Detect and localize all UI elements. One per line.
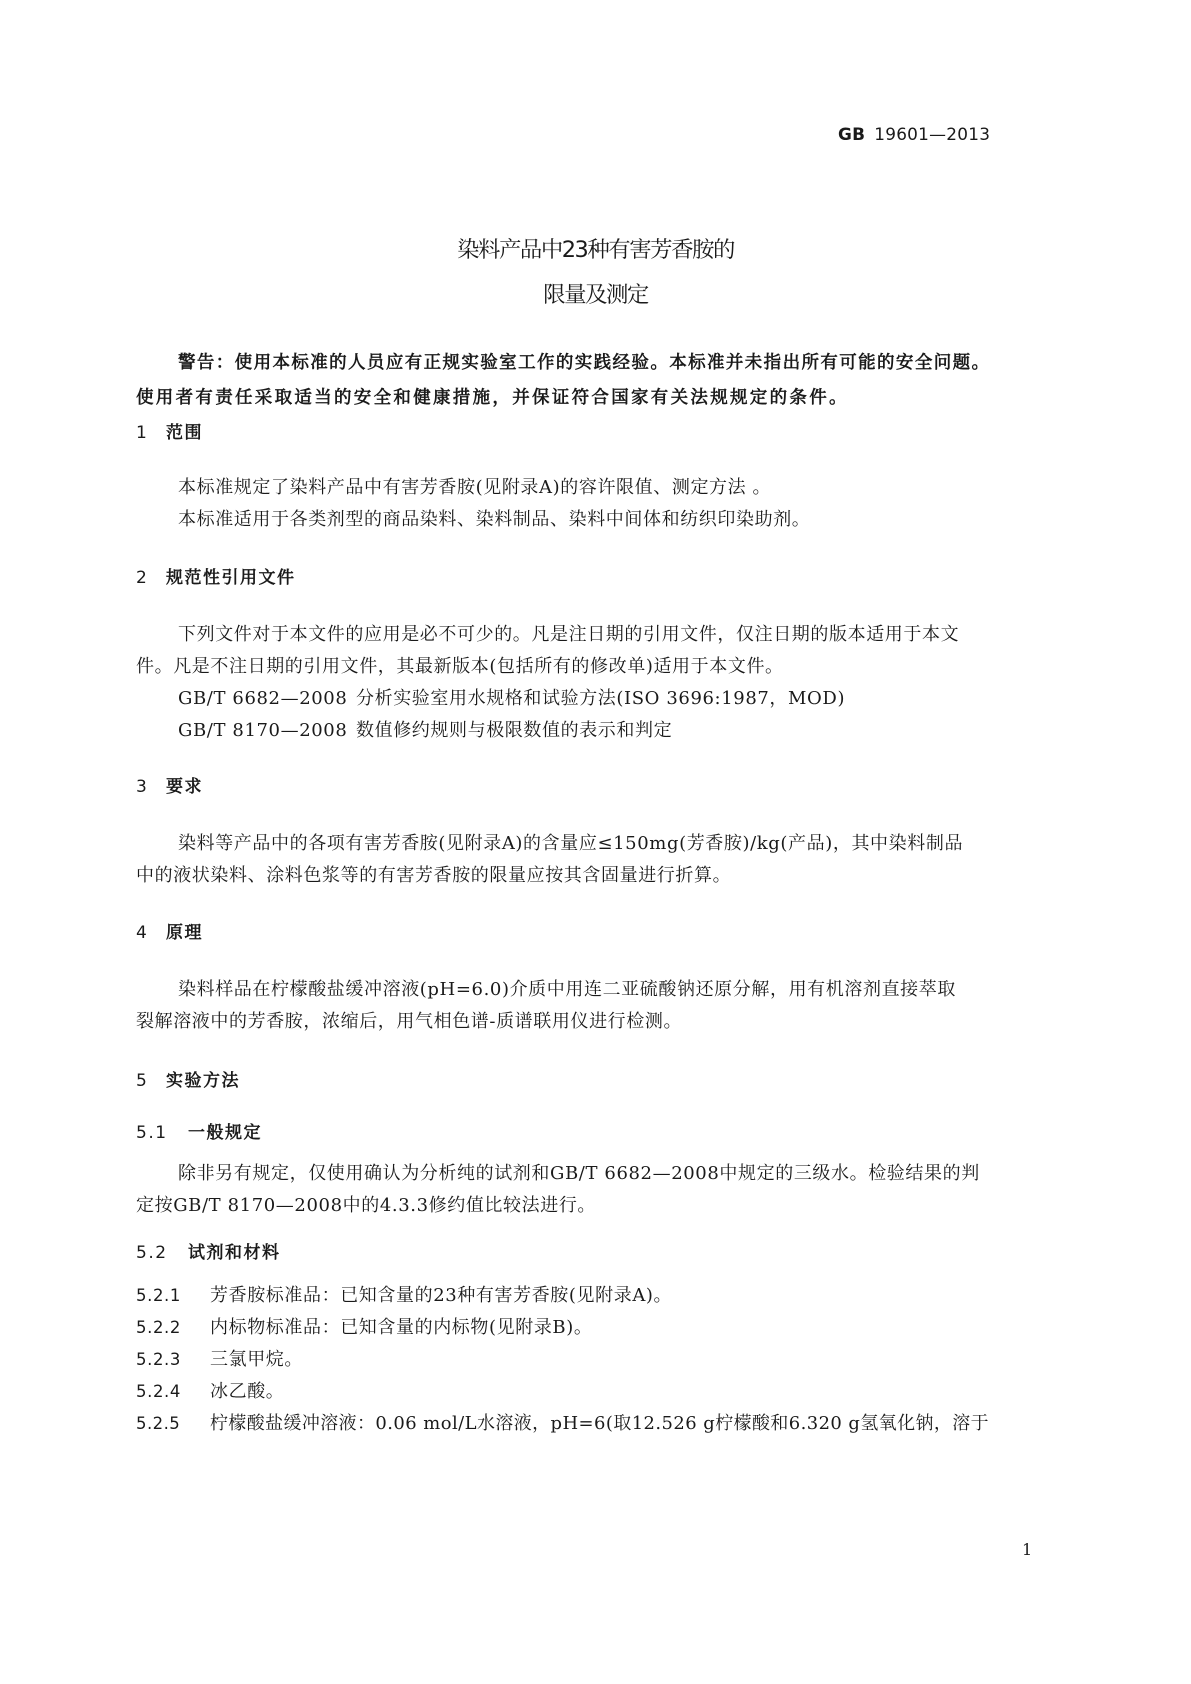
- section-2-paragraph-line-1: 下列文件对于本文件的应用是必不可少的。凡是注日期的引用文件，仅注日期的版本适用于本文: [178, 624, 960, 645]
- item-text: 内标物标准品：已知含量的内标物(见附录B)。: [210, 1317, 593, 1338]
- subsection-title: 一般规定: [188, 1123, 262, 1143]
- reference-title: 分析实验室用水规格和试验方法(ISO 3696:1987，MOD): [356, 688, 846, 709]
- section-heading-5: [136, 1066, 240, 1091]
- document-title-line-1: 染料产品中23种有害芳香胺的: [457, 237, 734, 263]
- standard-prefix: GB: [838, 124, 866, 144]
- section-heading-3: [136, 772, 203, 797]
- normative-reference: [178, 684, 845, 710]
- subsection-heading-5-1: [136, 1118, 262, 1143]
- section-number: 4: [136, 923, 149, 943]
- reagent-item: [136, 1345, 303, 1371]
- item-number: 5.2.5: [136, 1414, 181, 1433]
- section-title: 范围: [166, 423, 203, 443]
- subsection-5-1-paragraph-line-2: 定按GB/T 8170—2008中的4.3.3修约值比较法进行。: [136, 1195, 597, 1216]
- section-title: 实验方法: [166, 1071, 240, 1091]
- item-number: 5.2.2: [136, 1318, 181, 1337]
- standard-id: [838, 124, 990, 144]
- item-text: 冰乙酸。: [210, 1381, 285, 1402]
- section-4-paragraph-line-2: 裂解溶液中的芳香胺，浓缩后，用气相色谱-质谱联用仪进行检测。: [136, 1011, 683, 1032]
- section-title: 原理: [166, 923, 203, 943]
- subsection-heading-5-2: [136, 1238, 281, 1263]
- item-text: 三氯甲烷。: [210, 1349, 303, 1370]
- section-1-paragraph-2: 本标准适用于各类剂型的商品染料、染料制品、染料中间体和纺织印染助剂。: [178, 509, 811, 530]
- subsection-title: 试剂和材料: [188, 1243, 281, 1263]
- section-title: 规范性引用文件: [166, 568, 296, 588]
- warning-line-1: 警告：使用本标准的人员应有正规实验室工作的实践经验。本标准并未指出所有可能的安全问题。: [178, 353, 991, 373]
- section-2-paragraph-line-2: 件。凡是不注日期的引用文件，其最新版本(包括所有的修改单)适用于本文件。: [136, 656, 784, 677]
- standard-number: 19601—2013: [874, 124, 991, 144]
- section-heading-1: [136, 418, 203, 443]
- normative-reference: [178, 716, 672, 742]
- reagent-item: [136, 1377, 284, 1403]
- document-title-line-2: 限量及测定: [543, 282, 648, 308]
- item-text: 柠檬酸盐缓冲溶液：0.06 mol/L水溶液，pH=6(取12.526 g柠檬酸和6.320 g氢氧化钠，溶于: [210, 1413, 990, 1434]
- reference-code: GB/T 6682—2008: [178, 688, 348, 709]
- section-number: 2: [136, 568, 149, 588]
- section-number: 1: [136, 423, 149, 443]
- item-number: 5.2.1: [136, 1286, 181, 1305]
- page-number: 1: [1022, 1540, 1033, 1559]
- section-heading-4: [136, 918, 203, 943]
- section-3-paragraph-line-2: 中的液状染料、涂料色浆等的有害芳香胺的限量应按其含固量进行折算。: [136, 865, 732, 886]
- reagent-item: [136, 1409, 989, 1435]
- reference-code: GB/T 8170—2008: [178, 720, 348, 741]
- subsection-number: 5.2: [136, 1243, 168, 1263]
- reagent-item: [136, 1281, 672, 1307]
- section-4-paragraph-line-1: 染料样品在柠檬酸盐缓冲溶液(pH=6.0)介质中用连二亚硫酸钠还原分解，用有机溶剂直接萃取: [178, 979, 956, 1000]
- section-number: 3: [136, 777, 149, 797]
- section-heading-2: [136, 563, 296, 588]
- section-1-paragraph-1: 本标准规定了染料产品中有害芳香胺(见附录A)的容许限值、测定方法 。: [178, 477, 772, 498]
- subsection-5-1-paragraph-line-1: 除非另有规定，仅使用确认为分析纯的试剂和GB/T 6682—2008中规定的三级水。检验结果的判: [178, 1163, 980, 1184]
- reagent-item: [136, 1313, 592, 1339]
- section-title: 要求: [166, 777, 203, 797]
- subsection-number: 5.1: [136, 1123, 168, 1143]
- item-number: 5.2.3: [136, 1350, 181, 1369]
- warning-line-2: 使用者有责任采取适当的安全和健康措施，并保证符合国家有关法规规定的条件。: [136, 388, 849, 408]
- item-text: 芳香胺标准品：已知含量的23种有害芳香胺(见附录A)。: [210, 1285, 673, 1306]
- item-number: 5.2.4: [136, 1382, 181, 1401]
- reference-title: 数值修约规则与极限数值的表示和判定: [356, 720, 673, 741]
- section-3-paragraph-line-1: 染料等产品中的各项有害芳香胺(见附录A)的含量应≤150mg(芳香胺)/kg(产品)，其中染料制品: [178, 833, 964, 854]
- section-number: 5: [136, 1071, 149, 1091]
